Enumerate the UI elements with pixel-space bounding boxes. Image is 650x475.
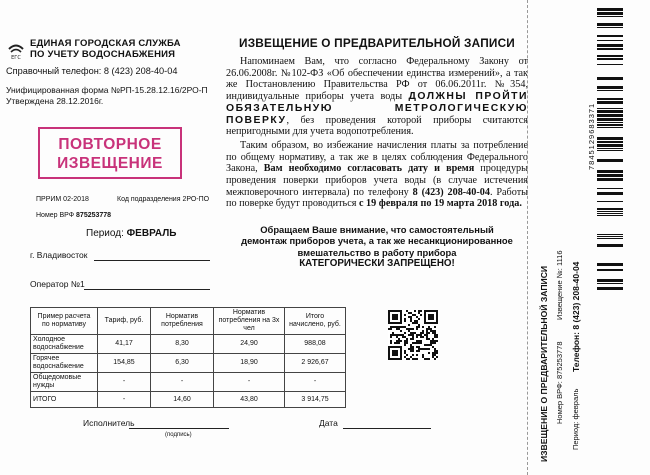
stub-title: ИЗВЕЩЕНИЕ О ПРЕДВАРИТЕЛЬНОЙ ЗАПИСИ (539, 265, 549, 462)
table-header-cell: Норматив потребления на 3х чел (214, 308, 285, 335)
table-cell: - (98, 392, 151, 408)
table-cell: Холодное водоснабжение (31, 335, 98, 354)
table-header-cell: Норматив потребления (151, 308, 214, 335)
table-cell: 18,90 (214, 354, 285, 373)
table-cell: ИТОГО (31, 392, 98, 408)
warning-block: Обращаем Ваше внимание, что самостоятельный демонтаж приборов учета, а так же несанкционированное вмешательство в работу прибора КАТЕГОРИЧЕСКИ ЗАПРЕЩЕНО! (241, 224, 513, 269)
stub-period: Период: февраль (571, 388, 580, 450)
table-cell: 8,30 (151, 335, 214, 354)
signature-caption: (подпись) (165, 432, 192, 438)
table-header-row (31, 308, 346, 335)
table-cell: 41,17 (98, 335, 151, 354)
barcode-number: 7845129683371 (587, 102, 596, 170)
table-row (31, 392, 346, 408)
table-cell: Горячее водоснабжение (31, 354, 98, 373)
qr-code-icon (388, 310, 438, 360)
table-row (31, 335, 346, 354)
vrf-number: Номер ВРФ 875253778 (36, 212, 112, 219)
notice-body (226, 36, 528, 269)
logo-text: ЕГС (11, 55, 21, 60)
executor-label: Исполнитель (83, 418, 135, 428)
calculation-table (30, 307, 346, 408)
detachable-stub (527, 0, 650, 475)
operator-label: Оператор №1 (30, 279, 85, 289)
table-cell: 24,90 (214, 335, 285, 354)
reference-phone: Справочный телефон: 8 (423) 208-40-04 (6, 66, 178, 76)
approval-date: Утверждена 28.12.2016г. (6, 96, 104, 106)
table-cell: - (98, 373, 151, 392)
table-cell: 6,30 (151, 354, 214, 373)
prim-code: ПРРИМ 02-2018 (36, 196, 89, 203)
barcode-icon (597, 8, 623, 296)
notice-paragraph-2: Таким образом, во избежание начисления платы за потребление по общему нормативу, а так же в целях соблюдения Федерального Закона, Вам необходимо согласовать дату и время процедуры проведения поверки приборов учета воды (в случае истечения межповерочного интервала) по телефону 8 (423) 208-40-04. Работы по поверке будут проводиться с 19 февраля по 19 марта 2018 года. (226, 139, 528, 210)
stub-vrf: Номер ВРФ: 875253778 (555, 341, 564, 424)
city-label: г. Владивосток (30, 250, 88, 260)
tear-line (527, 0, 528, 475)
table-cell: 43,80 (214, 392, 285, 408)
notice-title: ИЗВЕЩЕНИЕ О ПРЕДВАРИТЕЛЬНОЙ ЗАПИСИ (239, 36, 515, 50)
table-cell: 154,85 (98, 354, 151, 373)
table-header-cell: Тариф, руб. (98, 308, 151, 335)
operator-line (84, 289, 210, 290)
table-cell: - (214, 373, 285, 392)
stub-notice-number: Извещение №: 1116 (555, 250, 564, 320)
table-cell: 14,60 (151, 392, 214, 408)
table-header-cell: Итого начислено, руб. (285, 308, 346, 335)
city-line (94, 260, 210, 261)
date-label: Дата (319, 418, 338, 428)
table-row (31, 354, 346, 373)
form-number: Унифицированная форма №РП-15.28.12.16/2РО-П (6, 85, 208, 95)
water-service-logo-icon (6, 40, 26, 60)
table-cell: 3 914,75 (285, 392, 346, 408)
stub-phone: Телефон: 8 (423) 208-40-04 (571, 261, 581, 372)
table-cell: 2 926,67 (285, 354, 346, 373)
period: Период: ФЕВРАЛЬ (86, 228, 177, 239)
table-cell: Общедомовые нужды (31, 373, 98, 392)
table-cell: - (285, 373, 346, 392)
date-line (343, 428, 431, 429)
table-row (31, 373, 346, 392)
division-code: Код подразделения 2РО-ПО (117, 196, 210, 203)
organization-name: ЕДИНАЯ ГОРОДСКАЯ СЛУЖБА ПО УЧЕТУ ВОДОСНАБЖЕНИЯ (30, 38, 181, 60)
table-cell: 988,08 (285, 335, 346, 354)
repeat-notice-stamp: ПОВТОРНОЕ ИЗВЕЩЕНИЕ (38, 127, 182, 179)
signature-line (129, 428, 229, 429)
table-cell: - (151, 373, 214, 392)
table-header-cell: Пример расчета по нормативу (31, 308, 98, 335)
notice-paragraph-1: Напоминаем Вам, что согласно Федеральному Закону от 26.06.2008г. №102-ФЗ «Об обеспечении единства измерений», а так же Постановлению Правительства РФ от 06.06.2011г. №354, индивидуальные приборы учета воды ДОЛЖНЫ ПРОЙТИ ОБЯЗАТЕЛЬНУЮ МЕТРОЛОГИЧЕСКУЮ ПОВЕРКУ, без проведения которой приборы считаются непригодными для учета водопотребления. (226, 56, 528, 138)
